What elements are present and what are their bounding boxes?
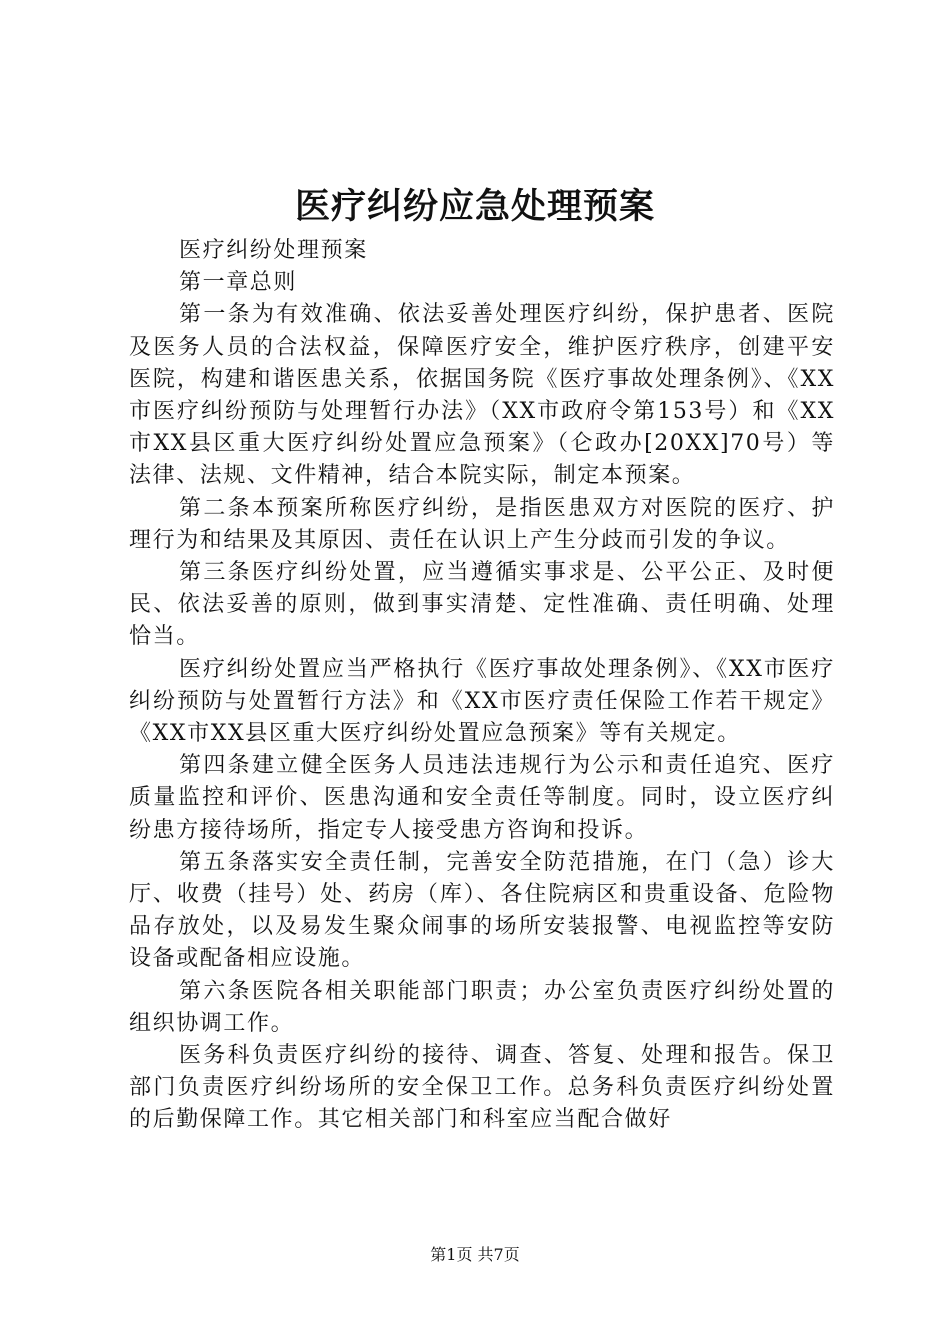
document-body [129, 235, 835, 1137]
paragraph-article-6: 第六条医院各相关职能部门职责；办公室负责医疗纠纷处置的组织协调工作。 [129, 978, 835, 1036]
paragraph-article-5: 第五条落实安全责任制，完善安全防范措施，在门（急）诊大厅、收费（挂号）处、药房（库）、各住院病区和贵重设备、危险物品存放处，以及易发生聚众闹事的场所安装报警、电视监控等安防设备或配备相应设施。 [129, 849, 835, 972]
paragraph-article-3: 第三条医疗纠纷处置，应当遵循实事求是、公平公正、及时便民、依法妥善的原则，做到事实清楚、定性准确、责任明确、处理恰当。 [129, 560, 835, 650]
paragraph-article-2: 第二条本预案所称医疗纠纷，是指医患双方对医院的医疗、护理行为和结果及其原因、责任在认识上产生分歧而引发的争议。 [129, 495, 835, 553]
paragraph-subtitle: 医疗纠纷处理预案 [179, 238, 368, 263]
paragraph-chapter-heading: 第一章总则 [179, 270, 298, 296]
document-title: 医疗纠纷应急处理预案 [294, 186, 655, 227]
page-number-footer: 第1页 共7页 [430, 1245, 520, 1264]
paragraph-article-1: 第一条为有效准确、依法妥善处理医疗纠纷，保护患者、医院及医务人员的合法权益，保障医疗安全，维护医疗秩序，创建平安医院，构建和谐医患关系，依据国务院《医疗事故处理条例》、《XX市医疗纠纷预防与处理暂行办法》（XX市政府令第153号）和《XX市XX县区重大医疗纠纷处置应急预案》（仑政办[20XX]70号）等法律、法规、文件精神，结合本院实际，制定本预案。 [129, 302, 835, 489]
paragraph-regulations: 医疗纠纷处置应当严格执行《医疗事故处理条例》、《XX市医疗纠纷预防与处置暂行方法》和《XX市医疗责任保险工作若干规定》《XX市XX县区重大医疗纠纷处置应急预案》等有关规定。 [129, 656, 835, 747]
paragraph-department-duties: 医务科负责医疗纠纷的接待、调查、答复、处理和报告。保卫部门负责医疗纠纷场所的安全保卫工作。总务科负责医疗纠纷处置的后勤保障工作。其它相关部门和科室应当配合做好 [129, 1043, 835, 1133]
paragraph-article-4: 第四条建立健全医务人员违法违规行为公示和责任追究、医疗质量监控和评价、医患沟通和安全责任等制度。同时，设立医疗纠纷患方接待场所，指定专人接受患方咨询和投诉。 [129, 753, 835, 843]
